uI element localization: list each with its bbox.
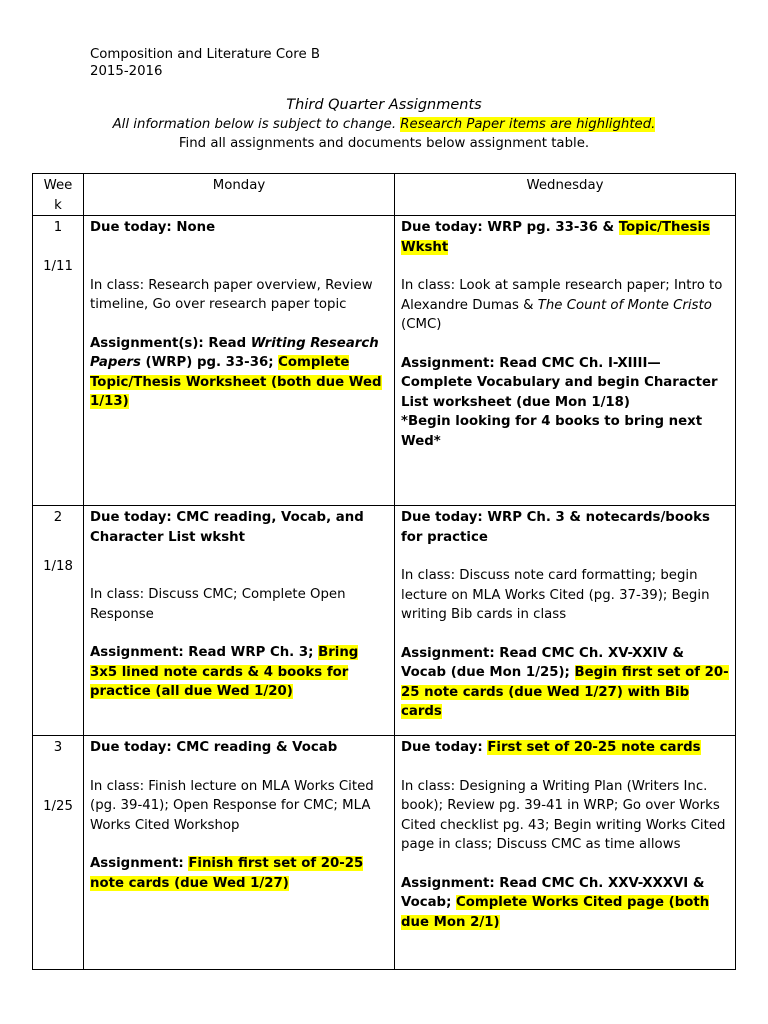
assignment-text: Assignment: Read CMC Ch. XXV-XXXVI & Vocab; [401,875,705,910]
header-monday: Monday [84,174,395,216]
wednesday-due [401,218,729,257]
wednesday-assignment [401,644,729,722]
table-header-row [33,174,736,216]
wednesday-cell [395,216,736,506]
week-cell [33,736,84,970]
course-name: Composition and Literature Core B [90,47,320,62]
document-header [90,46,320,80]
monday-due: Due today: None [90,220,216,235]
monday-cell [84,216,395,506]
monday-cell [84,736,395,970]
monday-cell [84,506,395,736]
inclass-text: In class: Look at sample research paper; Intro to Alexandre Dumas & [401,278,723,313]
assignment-text: Assignment(s): Read [90,335,251,351]
title-block [0,96,768,153]
inclass-text: (CMC) [401,317,442,332]
research-highlight: Complete Works Cited page (both due Mon 2/1) [401,895,710,930]
monday-due: Due today: CMC reading & Vocab [90,740,338,755]
book-title: The Count of Monte Cristo [537,297,712,313]
monday-inclass: In class: Research paper overview, Review timeline, Go over research paper topic [90,277,373,312]
monday-assignment [90,643,388,702]
wednesday-assignment: Assignment: Read CMC Ch. I-XIIII—Complete Vocabulary and begin Character List worksheet (due Mon 1/18) [401,355,718,410]
assignment-text: Assignment: [90,856,189,871]
monday-assignment [90,854,388,893]
week-date: 1/25 [43,798,73,814]
wednesday-cell [395,506,736,736]
research-highlight: Topic/Thesis Wksht [401,220,710,255]
change-notice [0,115,768,134]
table-row [33,216,736,506]
assignment-text: Assignment: Read CMC Ch. XV-XXIV & Vocab (due Mon 1/25); [401,645,684,680]
page-title: Third Quarter Assignments [286,97,482,113]
monday-assignment [90,334,388,412]
table-row [33,736,736,970]
research-highlight: Complete Topic/Thesis Worksheet (both due Wed 1/13) [90,355,382,409]
monday-inclass: In class: Finish lecture on MLA Works Cited (pg. 39-41); Open Response for CMC; MLA Works Cited Workshop [90,778,374,833]
notice-highlight: Research Paper items are highlighted. [400,117,656,132]
week-cell [33,216,84,506]
wednesday-inclass [401,276,729,335]
wednesday-reminder: *Begin looking for 4 books to bring next Wed* [401,414,703,449]
week-number: 3 [53,740,63,755]
book-title: Writing Research Papers [90,335,379,370]
due-text: Due today: [401,740,488,755]
research-highlight: Bring 3x5 lined note cards & 4 books for practice (all due Wed 1/20) [90,645,359,699]
assignment-table [32,173,736,970]
header-week [33,174,84,216]
week-date: 1/11 [43,258,73,274]
due-text: Due today: WRP pg. 33-36 & [401,220,619,235]
wednesday-cell [395,736,736,970]
monday-due: Due today: CMC reading, Vocab, and Character List wksht [90,510,364,545]
header-week-label: Week [43,178,73,213]
research-highlight: Begin first set of 20-25 note cards (due Wed 1/27) with Bib cards [401,665,729,719]
monday-inclass: In class: Discuss CMC; Complete Open Response [90,587,346,622]
wednesday-inclass: In class: Designing a Writing Plan (Writers Inc. book); Review pg. 39-41 in WRP; Go over Works Cited checklist pg. 43; Begin writing Works Cited page in class; Discuss CMC as time allows [401,778,726,852]
wednesday-inclass: In class: Discuss note card formatting; begin lecture on MLA Works Cited (pg. 37-39); Begin writing Bib cards in class [401,568,710,622]
research-highlight: First set of 20-25 note cards [487,740,701,755]
week-number: 1 [53,220,63,235]
wednesday-due [401,738,729,758]
assignment-text: (WRP) pg. 33-36; [140,355,279,370]
wednesday-due: Due today: WRP Ch. 3 & notecards/books for practice [401,510,710,545]
header-wednesday: Wednesday [395,174,736,216]
week-cell [33,506,84,736]
find-note: Find all assignments and documents below assignment table. [178,136,590,151]
research-highlight: Finish first set of 20-25 note cards (due Wed 1/27) [90,856,364,891]
wednesday-assignment [401,874,729,933]
notice-text: All information below is subject to change. [112,117,401,132]
school-year: 2015-2016 [90,64,163,79]
week-date: 1/18 [43,558,73,574]
week-number: 2 [53,510,63,525]
table-row [33,506,736,736]
assignment-text: Assignment: Read WRP Ch. 3; [90,645,319,660]
